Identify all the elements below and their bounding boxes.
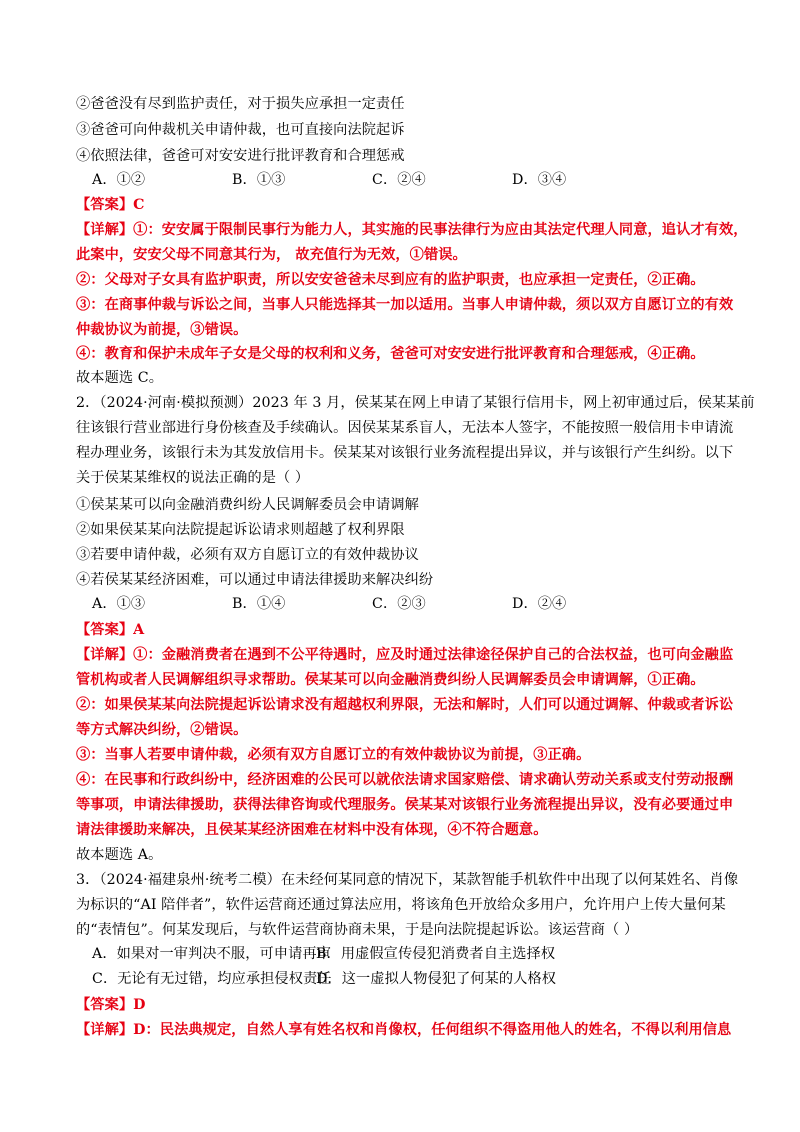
q3-stem-line: 3．（2024·福建泉州·统考二模）在未经何某同意的情况下，某款智能手机软件中出现了以何某姓名、肖像 bbox=[76, 872, 739, 888]
q1-analysis-line: ④：教育和保护未成年子女是父母的权利和义务，爸爸可对安安进行批评教育和合理惩戒，④正确。 bbox=[76, 346, 705, 362]
q1-option-d: D．③④ bbox=[512, 172, 567, 188]
q2-conclusion: 故本题选 A。 bbox=[76, 847, 163, 863]
q2-analysis-line: 等事项，申请法律援助，获得法律咨询或代理服务。侯某某对该银行业务流程提出异议，没有必要通过申 bbox=[76, 797, 734, 813]
q3-analysis-line: 【详解】D：民法典规定，自然人享有姓名权和肖像权，任何组织不得盗用他人的姓名，不得以利用信息 bbox=[76, 1022, 732, 1038]
q2-item-2: ②如果侯某某向法院提起诉讼请求则超越了权利界限 bbox=[76, 522, 405, 538]
q1-item-4: ④依照法律，爸爸可对安安进行批评教育和合理惩戒 bbox=[76, 148, 405, 164]
q1-option-b: B．①③ bbox=[232, 172, 286, 188]
q1-analysis-line: 仲裁协议为前提，③错误。 bbox=[76, 322, 248, 338]
q2-option-b: B．①④ bbox=[232, 596, 286, 612]
q3-answer: 【答案】D bbox=[76, 997, 146, 1013]
q3-stem-line: 的“表情包”。何某发现后，与软件运营商协商未果，于是向法院提起诉讼。该运营商（ ） bbox=[76, 922, 639, 938]
q2-item-4: ④若侯某某经济困难，可以通过申请法律援助来解决纠纷 bbox=[76, 572, 434, 588]
q2-analysis-line: 【详解】①：金融消费者在遇到不公平待遇时，应及时通过法律途径保护自己的合法权益，也可向金融监 bbox=[76, 647, 734, 663]
q2-option-d: D．②④ bbox=[512, 596, 567, 612]
q2-answer: 【答案】A bbox=[76, 622, 145, 638]
q1-analysis-line: ②：父母对子女具有监护职责，所以安安爸爸未尽到应有的监护职责，也应承担一定责任，②正确。 bbox=[76, 272, 705, 288]
q2-analysis-line: ③：当事人若要申请仲裁，必须有双方自愿订立的有效仲裁协议为前提，③正确。 bbox=[76, 747, 591, 763]
q2-analysis-line: 请法律援助来解决，且侯某某经济困难在材料中没有体现，④不符合题意。 bbox=[76, 822, 548, 838]
q1-item-3: ③爸爸可向仲裁机关申请仲裁，也可直接向法院起诉 bbox=[76, 122, 405, 138]
q2-options bbox=[92, 592, 652, 616]
q2-analysis-line: 等方式解决纠纷，②错误。 bbox=[76, 722, 248, 738]
q1-options bbox=[92, 168, 652, 192]
q2-analysis-line: 管机构或者人民调解组织寻求帮助。侯某某可以向金融消费纠纷人民调解委员会申请调解，①正确。 bbox=[76, 672, 705, 688]
q1-conclusion: 故本题选 C。 bbox=[76, 370, 164, 386]
q3-stem-line: 为标识的“AI 陪伴者”，软件运营商还通过算法应用，将该角色开放给众多用户，允许用户上传大量何某 bbox=[76, 897, 726, 913]
q1-item-2: ②爸爸没有尽到监护责任，对于损失应承担一定责任 bbox=[76, 96, 405, 112]
q3-option-a: A．如果对一审判决不服，可申请再审 bbox=[92, 946, 331, 962]
q2-option-a: A．①③ bbox=[92, 596, 146, 612]
q2-item-1: ①侯某某可以向金融消费纠纷人民调解委员会申请调解 bbox=[76, 497, 419, 513]
q2-stem-line: 往该银行营业部进行身份核查及手续确认。因侯某某系盲人，无法本人签字，不能按照一般信用卡申请流 bbox=[76, 420, 734, 436]
q3-option-c: C．无论有无过错，均应承担侵权责任 bbox=[92, 971, 332, 987]
q2-stem-line: 2．（2024·河南·模拟预测）2023 年 3 月，侯某某在网上申请了某银行信用卡，网上初审通过后，侯某某前 bbox=[76, 395, 755, 411]
q3-option-b: B．用虚假宣传侵犯消费者自主选择权 bbox=[316, 946, 556, 962]
q2-option-c: C．②③ bbox=[372, 596, 426, 612]
q3-options-row-1 bbox=[92, 942, 556, 966]
q1-option-c: C．②④ bbox=[372, 172, 426, 188]
q1-analysis-line: 此案中，安安父母不同意其行为， 故充值行为无效，①错误。 bbox=[76, 247, 467, 263]
q2-analysis-line: ②：如果侯某某向法院提起诉讼请求没有超越权利界限，无法和解时，人们可以通过调解、仲裁或者诉讼 bbox=[76, 697, 734, 713]
q2-stem-line: 关于侯某某维权的说法正确的是（ ） bbox=[76, 470, 310, 486]
q2-analysis-line: ④：在民事和行政纠纷中，经济困难的公民可以就依法请求国家赔偿、请求确认劳动关系或支付劳动报酬 bbox=[76, 772, 734, 788]
q2-item-3: ③若要申请仲裁，必须有双方自愿订立的有效仲裁协议 bbox=[76, 547, 419, 563]
q1-analysis-line: 【详解】①：安安属于限制民事行为能力人，其实施的民事法律行为应由其法定代理人同意，追认才有效， bbox=[76, 222, 748, 238]
q1-answer: 【答案】C bbox=[76, 197, 145, 213]
q3-options-row-2 bbox=[92, 967, 557, 991]
q1-option-a: A．①② bbox=[92, 172, 146, 188]
q3-option-d: D．这一虚拟人物侵犯了何某的人格权 bbox=[316, 971, 557, 987]
q1-analysis-line: ③：在商事仲裁与诉讼之间，当事人只能选择其一加以适用。当事人申请仲裁，须以双方自愿订立的有效 bbox=[76, 297, 734, 313]
q2-stem-line: 程办理业务，该银行未为其发放信用卡。侯某某对该银行业务流程提出异议，并与该银行产生纠纷。以下 bbox=[76, 445, 734, 461]
